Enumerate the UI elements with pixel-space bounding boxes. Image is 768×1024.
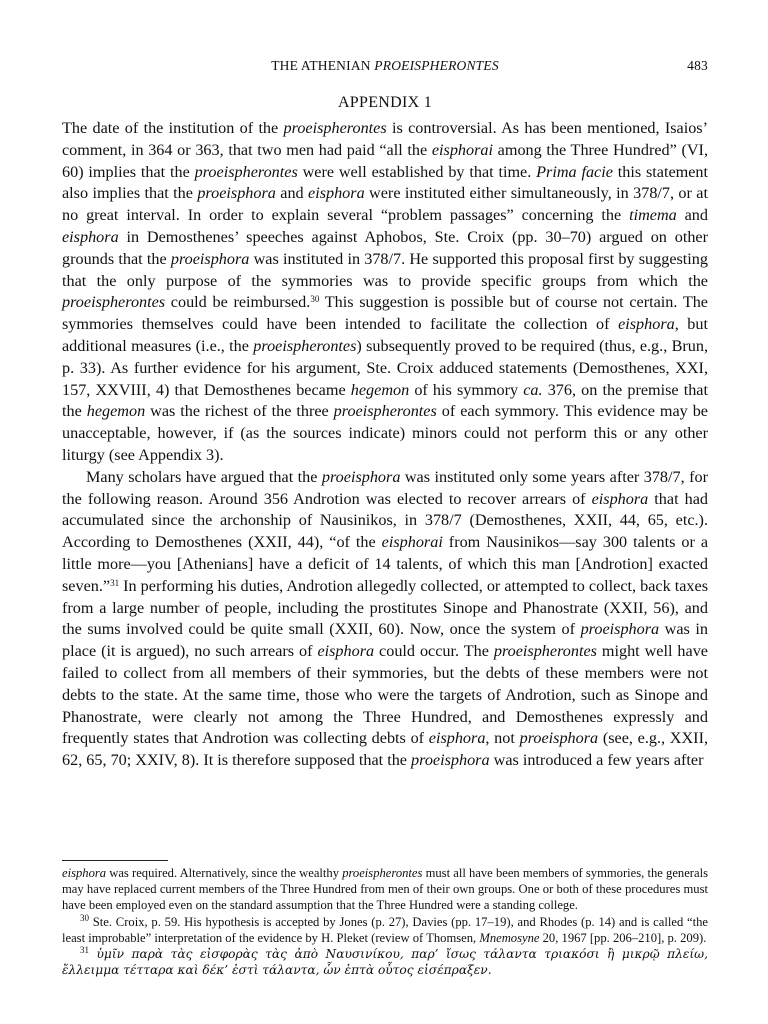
footnote-rule — [62, 860, 168, 861]
italic-text: eisphora — [317, 642, 375, 661]
text-run: this statement also implies that the — [62, 162, 708, 203]
text-run: was instituted in 378/7. He supported this proposal first by suggesting that the only purpose of the symmories was to provide specific groups from which the — [62, 249, 708, 290]
text-run: In performing his duties, Androtion allegedly collected, or attempted to collect, back taxes from a large number of people, including the prostitutes Sinope and Phanostrate (XXII, 56), and the sums involved could be quite small (XXII, 60). Now, once the system of — [62, 576, 708, 639]
text-run: 376, on the premise that the — [62, 380, 708, 421]
page-number: 483 — [687, 58, 708, 73]
text-run: (see, e.g., XXII, 62, 65, 70; XXIV, 8). It is therefore supposed that the — [62, 729, 709, 770]
italic-text: eisphorai — [381, 533, 443, 552]
text-run: 20, 1967 [pp. 206–210], p. 209). — [539, 930, 707, 945]
italic-text: proeispherontes — [194, 162, 298, 181]
italic-text: timema — [629, 206, 677, 225]
text-run: was in place (it is argued), no such arrears of — [62, 620, 708, 661]
footnote-marker: 31 — [110, 577, 120, 588]
text-run: were instituted either simultaneously, in 378/7, or at no great interval. In order to explain several “problem passages” concerning the — [62, 184, 708, 225]
text-run: among the Three Hundred” (VI, 60) implies that the — [62, 140, 708, 181]
italic-text: eisphora — [62, 866, 107, 880]
italic-text: hegemon — [86, 402, 146, 421]
italic-text: proeisphora — [321, 467, 401, 486]
text-run: Ste. Croix, p. 59. His hypothesis is accepted by Jones (p. 27), Davies (pp. 17–19), and Rhodes (p. 14) and is called “the least improbable” interpretation of the evidence by H. Pleket (review of Thomsen, — [62, 914, 708, 945]
text-run: of his symmory — [409, 380, 524, 399]
italic-text: proeispherontes — [493, 642, 597, 661]
page — [62, 58, 708, 772]
text-run: was introduced a few years after — [489, 751, 704, 770]
italic-text: proeispherontes — [333, 402, 437, 421]
text-run: of each symmory. This evidence may be unacceptable, however, if (as the sources indicate) minors could not perform this or any other liturgy (see Appendix 3). — [62, 402, 708, 464]
text-run: that had accumulated since the archonship of Nausinikos, in 378/7 (Demosthenes, XXII, 44, 65, etc.). According to Demosthenes (XXII, 44), “of the — [62, 489, 708, 552]
text-run: Many scholars have argued that the — [86, 467, 322, 486]
text-run: from Nausinikos—say 300 talents or a little more—you [Athenians] have a deficit of 14 talents, of which this man [Androtion] exacted seven.” — [62, 533, 709, 595]
italic-text: eisphora — [618, 315, 675, 334]
footnote-text — [62, 865, 708, 978]
text-run: could occur. The — [374, 642, 494, 661]
italic-text: proeisphora — [197, 184, 276, 203]
italic-text: eisphora — [591, 489, 649, 508]
text-run: was the richest of the three — [145, 402, 334, 421]
italic-text: proeisphora — [411, 751, 490, 770]
italic-text: eisphora — [62, 227, 119, 246]
footnote-marker: 30 — [80, 912, 89, 923]
italic-text: proeispherontes — [342, 866, 423, 880]
text-run: The date of the institution of the — [62, 119, 284, 137]
text-run: and — [676, 206, 708, 225]
section-title: APPENDIX 1 — [337, 94, 433, 111]
footnote-marker: 31 — [80, 945, 89, 956]
text-run: , not — [485, 729, 520, 748]
italic-text: proeispherontes — [62, 293, 166, 312]
footnotes — [62, 860, 708, 978]
italic-text: eisphora — [308, 184, 365, 203]
italic-text: ca. — [523, 380, 543, 399]
paragraph — [62, 467, 708, 772]
italic-text: proeisphora — [519, 729, 599, 748]
italic-text: Prima facie — [536, 162, 613, 181]
text-run: might well have failed to collect from all members of their symmories, but the debts of these members were not debts to the state. At the same time, those who were the targets of Androtion, such as Sinope and Phanostrate, were clearly not among the Three Hundred, and Demosthenes expressly and frequently states that Androtion was collecting debts of — [62, 642, 708, 748]
running-head — [62, 58, 708, 82]
greek-quotation: ὑμῖν παρὰ τὰς εἰσφορὰς τὰς ἀπὸ Ναυσινίκου, παρ’ ἴσως τάλαντα τριακόσι ἢ μικρῷ πλείω, ἔλλειμμα τέτταρα καὶ δέκ’ ἐστὶ τάλαντα, ὧν ἑπτὰ οὗτος εἰσέπραξεν. — [62, 947, 708, 978]
paragraph — [62, 118, 708, 467]
italic-text: proeisphora — [170, 249, 250, 268]
text-run: is controversial. As has been mentioned, Isaios’ comment, in 364 or 363, that two men had paid “all the — [62, 119, 708, 159]
footnote-30 — [62, 914, 708, 946]
text-run: ) subsequently proved to be required (thus, e.g., Brun, p. 33). As further evidence for his argument, Ste. Croix adduced statements (Demosthenes, XXI, 157, XXVIII, 4) that Demosthenes became — [62, 336, 709, 399]
italic-text: proeispherontes — [253, 336, 357, 355]
italic-text: eisphorai — [431, 140, 493, 159]
text-run: This suggestion is possible but of course not certain. The symmories themselves could have been intended to facilitate the collection of — [62, 293, 708, 334]
text-run: , but additional measures (i.e., the — [62, 315, 708, 355]
text-run: in Demosthenes’ speeches against Aphobos, Ste. Croix (pp. 30–70) argued on other grounds that the — [62, 227, 708, 268]
footnote-continued — [62, 865, 708, 914]
running-title: THE ATHENIAN PROEISPHERONTES — [271, 58, 499, 73]
italic-text: proeisphora — [580, 620, 660, 639]
text-run: could be reimbursed. — [165, 293, 311, 312]
text-run: and — [275, 184, 309, 203]
italic-text: proeispherontes — [283, 119, 387, 137]
body-text — [62, 118, 708, 772]
text-run: was instituted only some years after 378/7, for the following reason. Around 356 Androtion was elected to recover arrears of — [62, 467, 708, 508]
footnote-31 — [62, 946, 708, 978]
italic-text: hegemon — [350, 380, 410, 399]
text-run: was required. Alternatively, since the wealthy — [106, 866, 343, 880]
text-run: must all have been members of symmories, the generals may have replaced current members of the Three Hundred from men of their own groups. One or both of these procedures must have been employed even on the standard assumption that the Three Hundred were a standing college. — [62, 866, 708, 913]
italic-text: eisphora — [428, 729, 486, 748]
text-run: were well established by that time. — [297, 162, 537, 181]
footnote-marker: 30 — [310, 294, 320, 305]
italic-text: Mnemosyne — [479, 930, 540, 945]
